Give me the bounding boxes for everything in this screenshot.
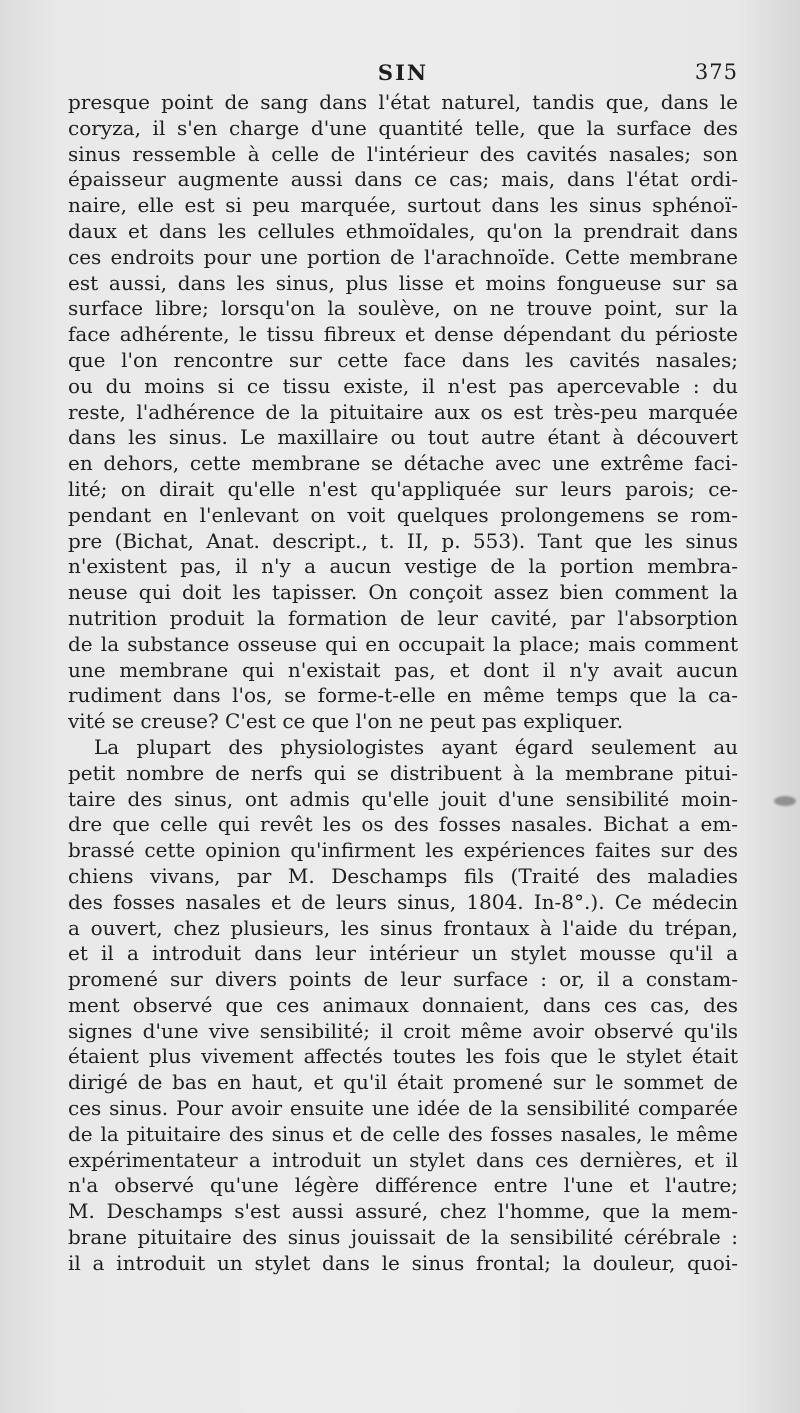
text-line: chiens vivans, par M. Deschamps fils (Traité des maladies — [68, 863, 738, 888]
text-line: rudiment dans l'os, se forme-t-elle en même temps que la ca- — [68, 683, 738, 708]
body-text — [68, 90, 738, 1277]
ink-smudge — [774, 796, 796, 806]
text-line: reste, l'adhérence de la pituitaire aux os est très-peu marquée — [68, 399, 738, 424]
text-line: il a introduit un stylet dans le sinus frontal; la douleur, quoi- — [68, 1250, 738, 1275]
text-line: ces sinus. Pour avoir ensuite une idée de la sensibilité comparée — [68, 1096, 738, 1121]
text-line: presque point de sang dans l'état naturel, tandis que, dans le — [68, 90, 738, 114]
text-line: en dehors, cette membrane se détache avec une extrême faci- — [68, 451, 738, 476]
text-line: nutrition produit la formation de leur cavité, par l'absorption — [68, 605, 738, 630]
text-line: épaisseur augmente aussi dans ce cas; mais, dans l'état ordi- — [68, 167, 738, 192]
text-line: étaient plus vivement affectés toutes les fois que le stylet était — [68, 1044, 738, 1069]
text-line: daux et dans les cellules ethmoïdales, qu'on la prendrait dans — [68, 218, 738, 243]
running-head: SIN — [377, 60, 429, 85]
text-line: surface libre; lorsqu'on la soulève, on ne trouve point, sur la — [68, 296, 738, 321]
text-line: dans les sinus. Le maxillaire ou tout autre étant à découvert — [68, 425, 738, 450]
page-number: 375 — [694, 60, 738, 84]
text-line: signes d'une vive sensibilité; il croit même avoir observé qu'ils — [68, 1018, 738, 1043]
page-header — [68, 60, 738, 90]
text-line: ces endroits pour une portion de l'arachnoïde. Cette membrane — [68, 244, 738, 269]
text-line: une membrane qui n'existait pas, et dont il n'y avait aucun — [68, 657, 738, 682]
text-line: ou du moins si ce tissu existe, il n'est pas apercevable : du — [68, 373, 738, 398]
text-line: des fosses nasales et de leurs sinus, 1804. In-8°.). Ce médecin — [68, 889, 738, 914]
text-line: taire des sinus, ont admis qu'elle jouit d'une sensibilité moin- — [68, 786, 738, 811]
text-line: et il a introduit dans leur intérieur un stylet mousse qu'il a — [68, 941, 738, 966]
text-line: dirigé de bas en haut, et qu'il était promené sur le sommet de — [68, 1070, 738, 1095]
text-line: brassé cette opinion qu'infirment les expériences faites sur des — [68, 838, 738, 863]
text-line: pre (Bichat, Anat. descript., t. II, p. 553). Tant que les sinus — [68, 528, 738, 553]
text-line: promené sur divers points de leur surface : or, il a constam- — [68, 967, 738, 992]
text-line: de la substance osseuse qui en occupait la place; mais comment — [68, 631, 738, 656]
text-line: petit nombre de nerfs qui se distribuent à la membrane pitui- — [68, 760, 738, 785]
text-line: M. Deschamps s'est aussi assuré, chez l'homme, que la mem- — [68, 1199, 738, 1224]
text-line: pendant en l'enlevant on voit quelques prolongemens se rom- — [68, 502, 738, 527]
text-line: est aussi, dans les sinus, plus lisse et moins fongueuse sur sa — [68, 270, 738, 295]
text-line: face adhérente, le tissu fibreux et dense dépendant du périoste — [68, 322, 738, 347]
paragraph-end-line: vité se creuse? C'est ce que l'on ne peut pas expliquer. — [68, 709, 624, 734]
text-line: coryza, il s'en charge d'une quantité telle, que la surface des — [68, 115, 738, 140]
text-line: neuse qui doit les tapisser. On conçoit assez bien comment la — [68, 580, 738, 605]
paragraph-start-line: La plupart des physiologistes ayant égard seulement au — [94, 734, 738, 759]
text-line: lité; on dirait qu'elle n'est qu'appliquée sur leurs parois; ce- — [68, 476, 738, 501]
text-line: naire, elle est si peu marquée, surtout dans les sinus sphénoï- — [68, 193, 738, 218]
text-line: ment observé que ces animaux donnaient, dans ces cas, des — [68, 992, 738, 1017]
text-line: a ouvert, chez plusieurs, les sinus frontaux à l'aide du trépan, — [68, 915, 738, 940]
text-line: expérimentateur a introduit un stylet dans ces dernières, et il — [68, 1147, 738, 1172]
text-line: n'existent pas, il n'y a aucun vestige de la portion membra- — [68, 554, 738, 579]
text-line: brane pituitaire des sinus jouissait de la sensibilité cérébrale : — [68, 1225, 738, 1250]
text-line: que l'on rencontre sur cette face dans les cavités nasales; — [68, 347, 738, 372]
text-line: n'a observé qu'une légère différence entre l'une et l'autre; — [68, 1173, 738, 1198]
text-line: dre que celle qui revêt les os des fosses nasales. Bichat a em- — [68, 812, 738, 837]
text-line: sinus ressemble à celle de l'intérieur des cavités nasales; son — [68, 141, 738, 166]
text-line: de la pituitaire des sinus et de celle des fosses nasales, le même — [68, 1121, 738, 1146]
